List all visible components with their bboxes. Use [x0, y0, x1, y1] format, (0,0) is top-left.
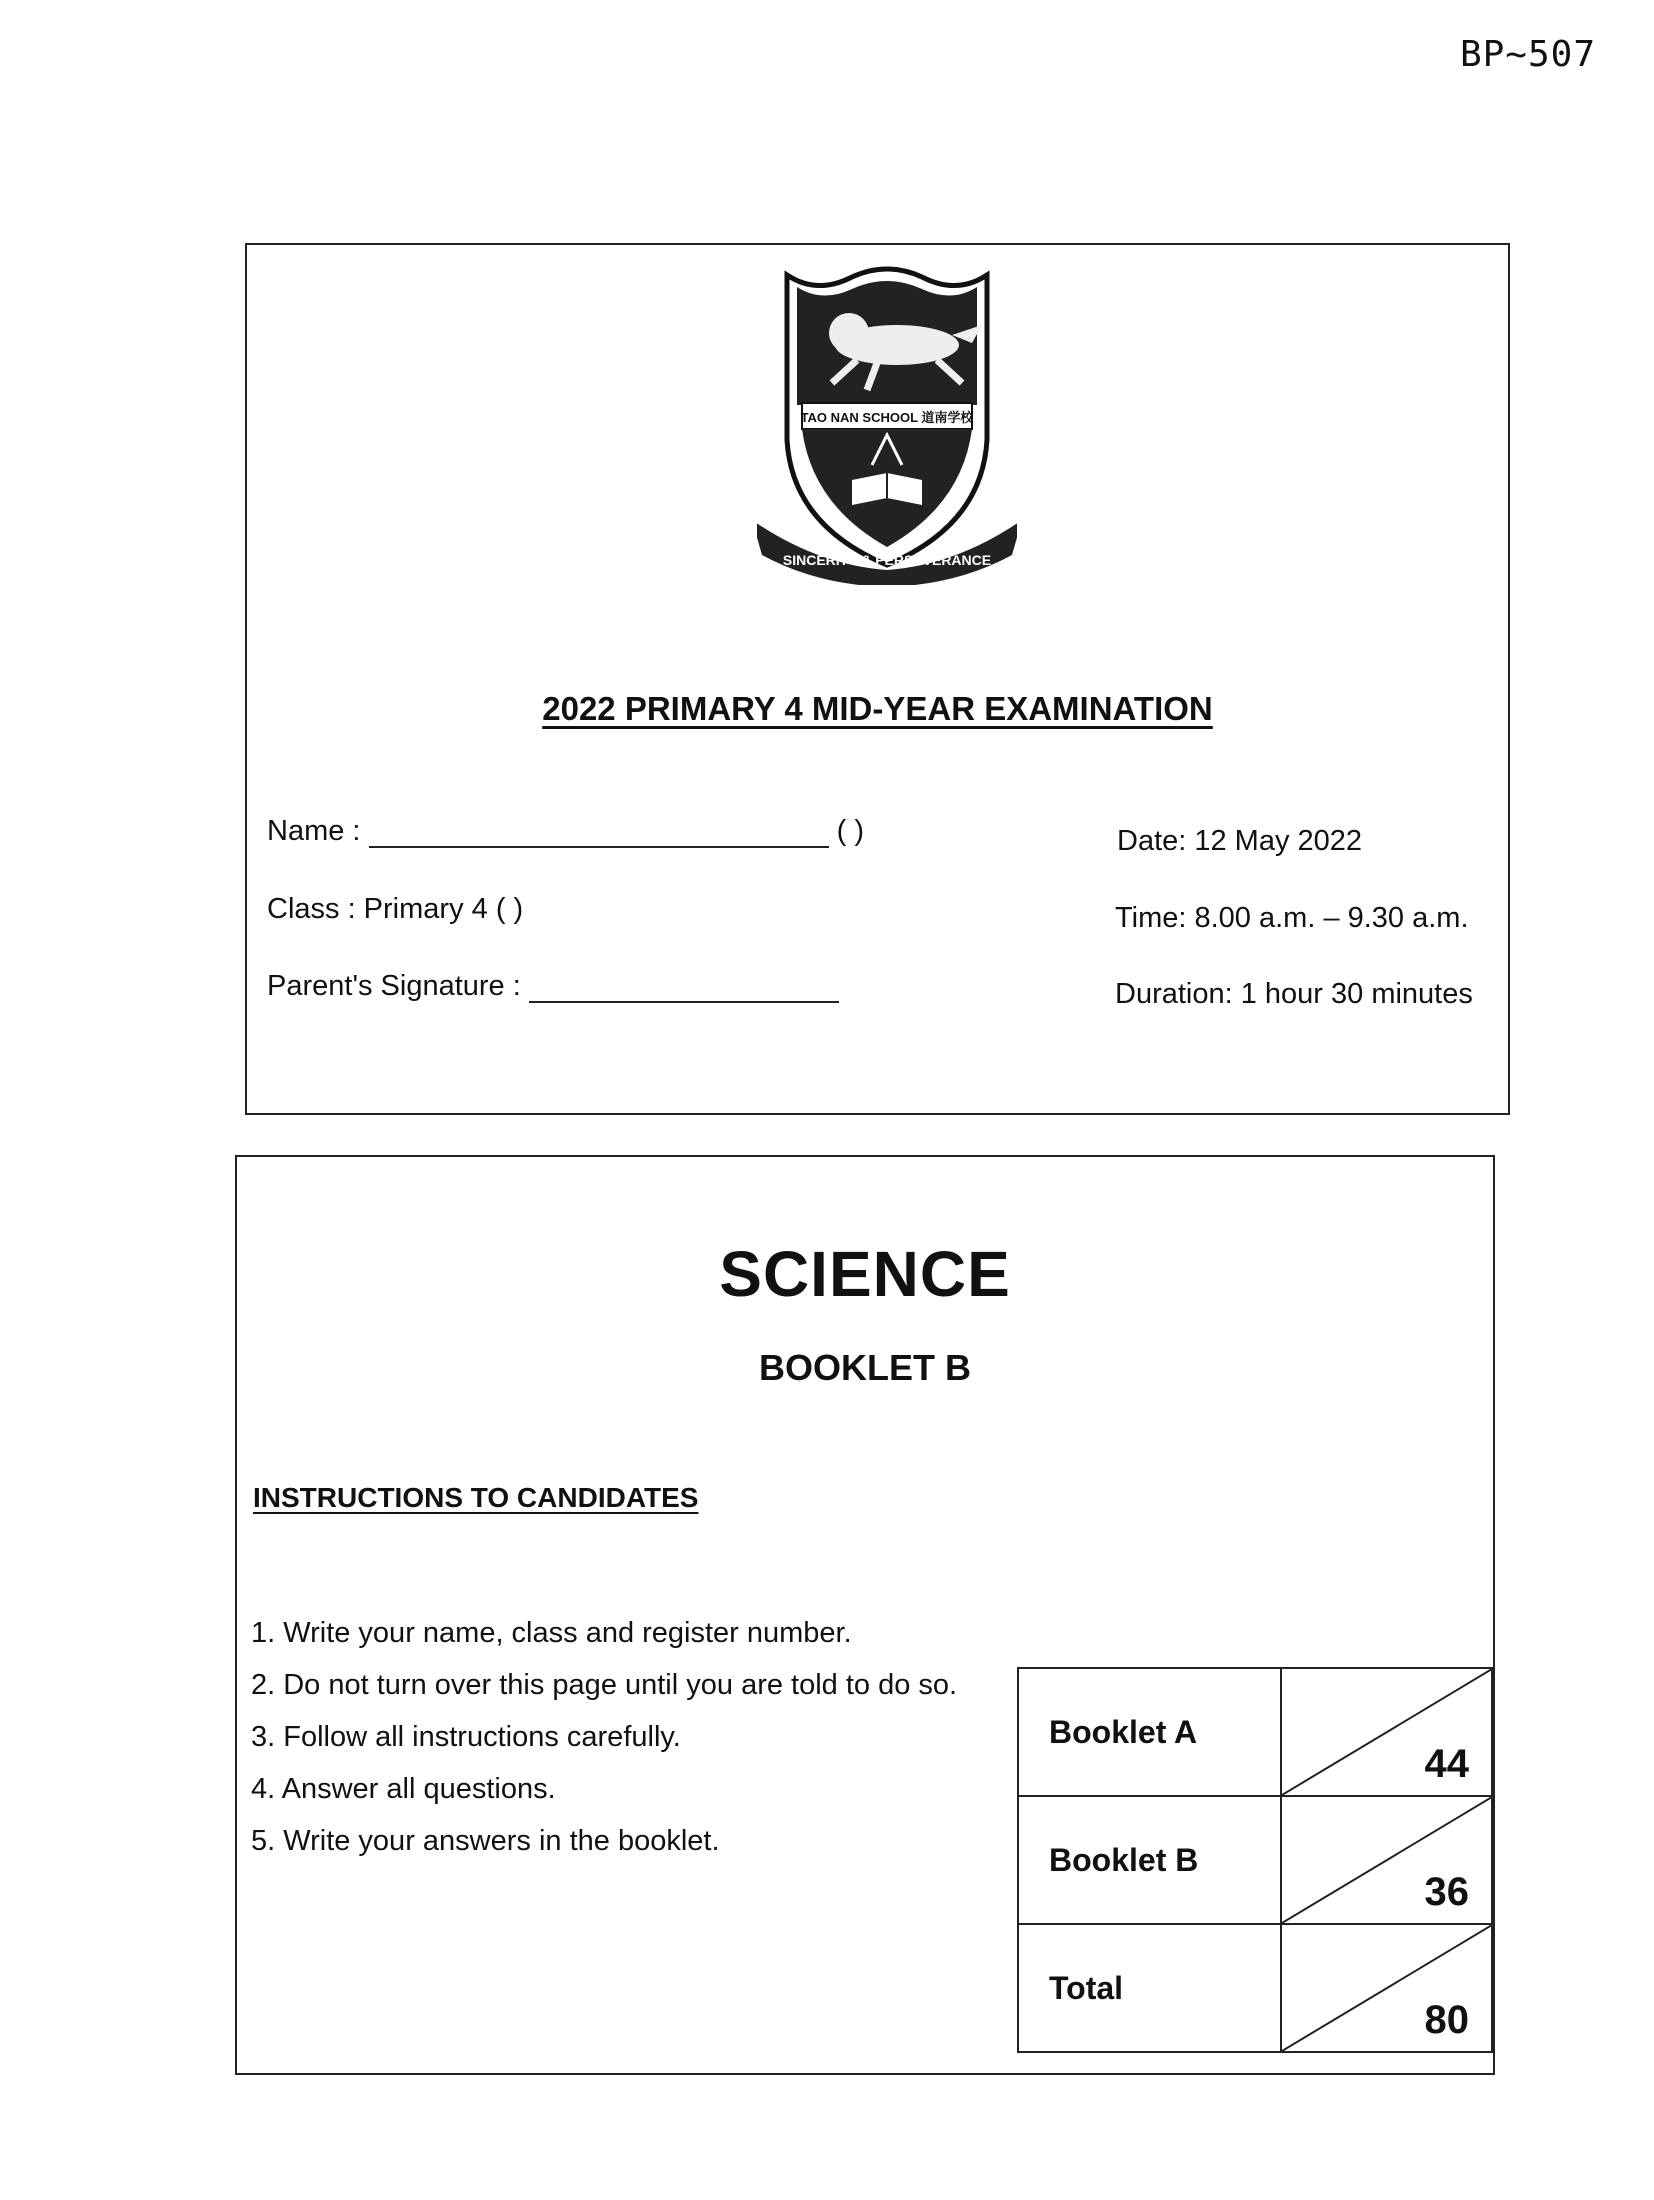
- name-line[interactable]: [369, 822, 829, 848]
- marks-row-booklet-a: [1018, 1668, 1492, 1796]
- marks-score-cell[interactable]: [1281, 1668, 1492, 1796]
- marks-label: Booklet B: [1018, 1796, 1281, 1924]
- class-label: Class : Primary 4 ( ): [267, 893, 524, 925]
- marks-max: 80: [1424, 1998, 1469, 2042]
- school-name: TAO NAN SCHOOL 道南学校: [800, 410, 974, 425]
- marks-table: [1017, 1667, 1493, 2053]
- register-number-paren: ( ): [836, 815, 864, 847]
- booklet-title: BOOKLET B: [759, 1347, 971, 1388]
- marks-max: 36: [1424, 1870, 1469, 1914]
- marks-max: 44: [1424, 1742, 1469, 1786]
- parent-signature-label: Parent's Signature :: [267, 970, 521, 1002]
- marks-label: Total: [1018, 1924, 1281, 2052]
- cover-panel: [245, 243, 1510, 1115]
- paper-panel: [235, 1155, 1495, 2075]
- paper-code: BP~507: [1459, 34, 1596, 75]
- marks-label: Booklet A: [1018, 1668, 1281, 1796]
- marks-score-cell[interactable]: [1281, 1796, 1492, 1924]
- school-motto: SINCERITY & PERSEVERANCE: [782, 552, 992, 568]
- instruction-item: 1. Write your name, class and register number.: [251, 1617, 852, 1649]
- parent-signature-field[interactable]: [267, 970, 839, 1003]
- exam-time: Time: 8.00 a.m. – 9.30 a.m.: [1115, 902, 1469, 934]
- instruction-item: 4. Answer all questions.: [251, 1773, 556, 1805]
- marks-row-total: [1018, 1924, 1492, 2052]
- name-field[interactable]: [267, 815, 864, 848]
- marks-row-booklet-b: [1018, 1796, 1492, 1924]
- instructions-list: [251, 1607, 957, 1867]
- school-crest: [757, 265, 1017, 585]
- instruction-item: 3. Follow all instructions carefully.: [251, 1721, 681, 1753]
- marks-score-cell[interactable]: [1281, 1924, 1492, 2052]
- subject-title: SCIENCE: [719, 1238, 1011, 1310]
- exam-title: 2022 PRIMARY 4 MID-YEAR EXAMINATION: [542, 690, 1213, 727]
- instruction-item: 5. Write your answers in the booklet.: [251, 1825, 720, 1857]
- name-label: Name :: [267, 815, 361, 847]
- instructions-heading: INSTRUCTIONS TO CANDIDATES: [253, 1482, 699, 1513]
- exam-duration: Duration: 1 hour 30 minutes: [1115, 978, 1473, 1010]
- parent-signature-line[interactable]: [529, 977, 839, 1003]
- instruction-item: 2. Do not turn over this page until you are told to do so.: [251, 1669, 958, 1701]
- exam-date: Date: 12 May 2022: [1117, 825, 1363, 857]
